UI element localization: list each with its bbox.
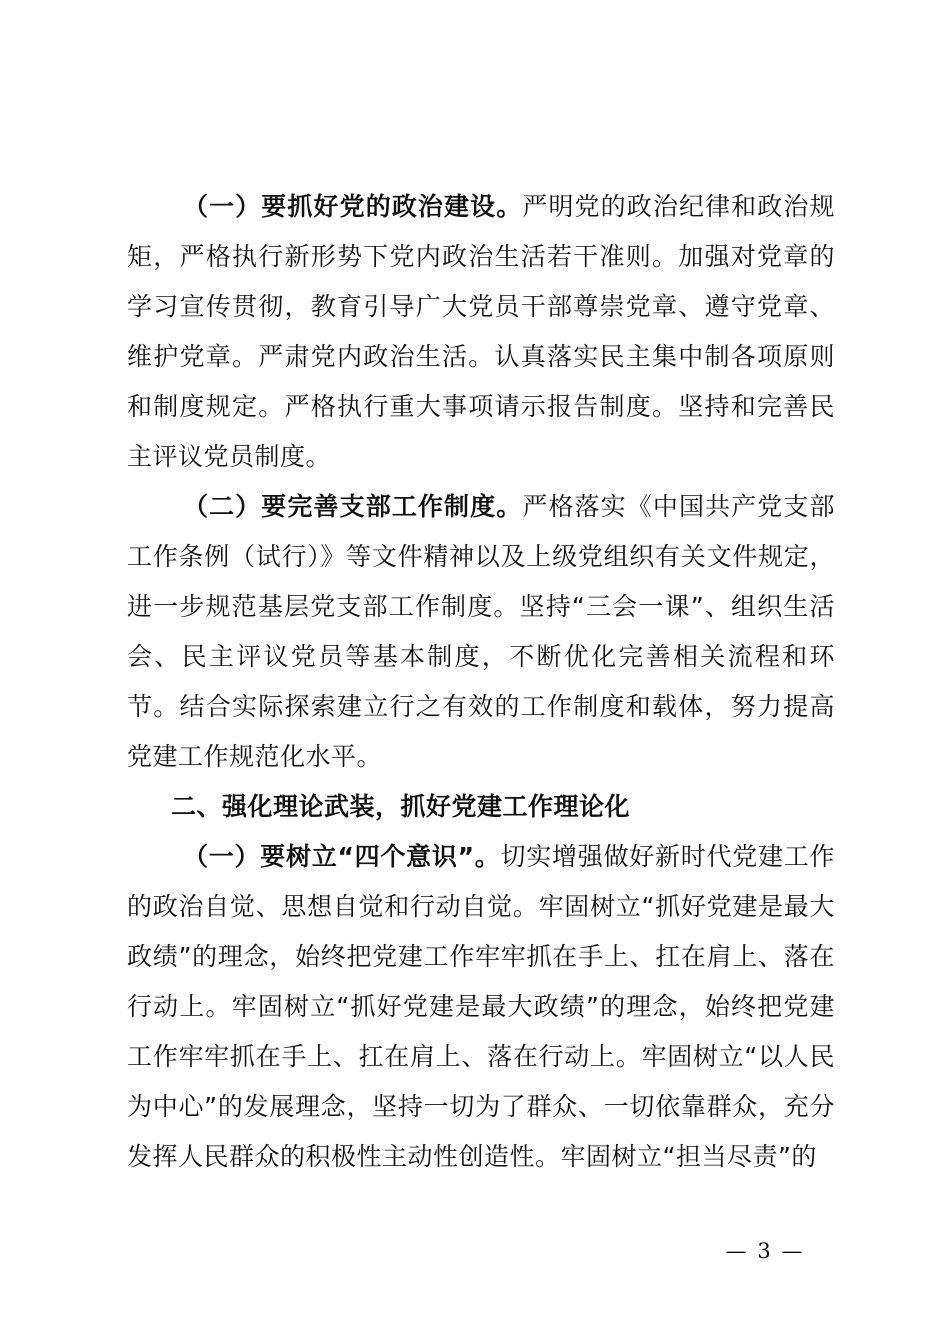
document-body (127, 182, 835, 1182)
paragraph-text: 切实增强做好新时代党建工作的政治自觉、思想自觉和行动自觉。牢固树立“抓好党建是最大政绩”的理念，始终把党建工作牢牢抓在手上、扛在肩上、落在行动上。牢固树立“抓好党建是最大政绩”的理念，始终把党建工作牢牢抓在手上、扛在肩上、落在行动上。牢固树立“以人民为中心”的发展理念，坚持一切为了群众、一切依靠群众，充分发挥人民群众的积极性主动性创造性。牢固树立“担当尽责”的 (127, 842, 835, 1171)
paragraph-lead: （一）要树立“四个意识”。 (183, 842, 501, 871)
page-number: — 3 — (725, 1239, 805, 1263)
paragraph-text: 严明党的政治纪律和政治规矩，严格执行新形势下党内政治生活若干准则。加强对党章的学习宣传贯彻，教育引导广大党员干部尊崇党章、遵守党章、维护党章。严肃党内政治生活。认真落实民主集中制各项原则和制度规定。严格执行重大事项请示报告制度。坚持和完善民主评议党员制度。 (127, 192, 835, 471)
paragraph-four-consciousness (127, 832, 835, 1182)
paragraph-political-building (127, 182, 835, 482)
paragraph-lead: （二）要完善支部工作制度。 (183, 492, 523, 521)
paragraph-lead: （一）要抓好党的政治建设。 (183, 192, 523, 221)
paragraph-text: 严格落实《中国共产党支部工作条例（试行）》等文件精神以及上级党组织有关文件规定，进一步规范基层党支部工作制度。坚持“三会一课”、组织生活会、民主评议党员等基本制度，不断优化完善相关流程和环节。结合实际探索建立行之有效的工作制度和载体，努力提高党建工作规范化水平。 (127, 492, 835, 771)
paragraph-branch-system (127, 482, 835, 782)
section-heading: 二、强化理论武装，抓好党建工作理论化 (171, 792, 631, 821)
